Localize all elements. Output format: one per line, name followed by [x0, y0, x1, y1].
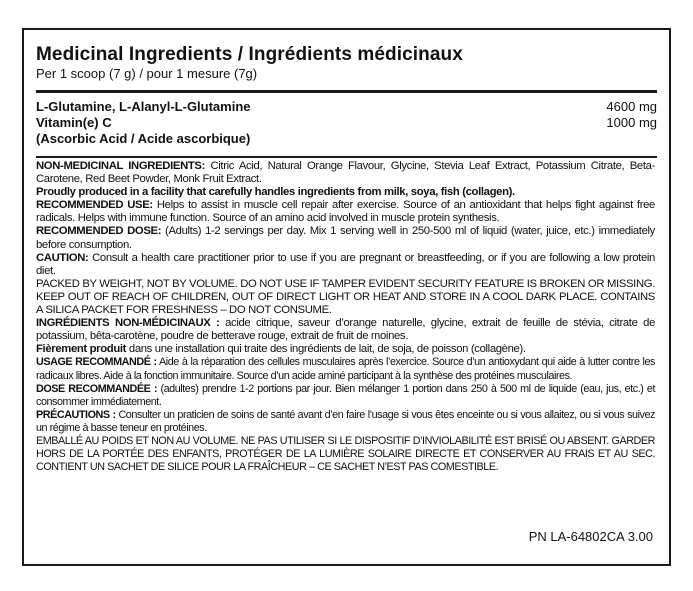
section-text: Citric Acid, Natural Orange Flavour, Glycine, Stevia Leaf Extract, Potassium Citrate, Beta-Carotene, Red Beet Powder, Monk Fruit Extract. — [36, 160, 656, 186]
label-title: Medicinal Ingredients / Ingrédients médicinaux — [36, 44, 463, 65]
non-medicinal-ingredients-en — [36, 160, 655, 186]
section-label: Proudly produced in a facility that carefully handles ingredients from milk, soya, fish (collagen). — [36, 186, 515, 199]
section-text: Consult a health care practitioner prior to use if you are pregnant or breastfeeding, or if you are following a low protein diet. — [36, 251, 655, 277]
section-text: (adultes) prendre 1-2 portions par jour. Bien mélanger 1 portion dans 250 à 500 ml de liquide (eau, jus, etc.) et consommer immédiatement. — [36, 382, 656, 408]
section-text: acide citrique, saveur d’orange naturelle, glycine, extrait de feuille de stévia, citrate de potassium, bêta-carotène, poudre de betterave rouge, extrait de fruit de moines. — [36, 317, 656, 343]
recommended-dose-fr — [36, 383, 655, 409]
caution-en — [36, 252, 655, 278]
section-text: Helps to assist in muscle cell repair after exercise. Source of an antioxidant that helps fight against free radicals. Helps with immune function. Source of an amino acid involved in muscle protein synthesis. — [36, 199, 655, 225]
product-number: PN LA-64802CA 3.00 — [528, 529, 653, 544]
allergen-statement-en — [36, 186, 655, 199]
non-medicinal-ingredients-fr — [36, 317, 655, 343]
section-text: dans une installation qui traite des ingrédients de lait, de soja, de poisson (collagène). — [126, 343, 526, 356]
section-label: INGRÉDIENTS NON-MÉDICINAUX : — [36, 317, 220, 330]
section-label: USAGE RECOMMANDÉ : — [36, 356, 157, 369]
ingredient-amount: 1000 mg — [606, 115, 657, 130]
divider-thick — [36, 90, 657, 93]
ingredient-row — [36, 99, 657, 115]
recommended-use-fr — [36, 356, 655, 382]
divider-thin — [36, 156, 657, 158]
section-label: PRÉCAUTIONS : — [36, 408, 116, 421]
label-body-text — [36, 160, 655, 474]
packing-statement-fr: EMBALLÉ AU POIDS ET NON AU VOLUME. NE PAS UTILISER SI LE DISPOSITIF D’INVIOLABILITÉ EST BRISÉ OU ABSENT. GARDER HORS DE LA PORTÉE DES ENFANTS, PROTÉGER DE LA LUMIÈRE SOLAIRE DIRECTE ET CONSERVER AU FRAIS ET AU SEC. CONTIENT UN SACHET DE SILICE POUR LA FRAÎCHEUR – CE SACHET N’EST PAS COMESTIBLE. — [36, 434, 655, 474]
ingredient-amount: 4600 mg — [606, 99, 657, 114]
section-label: CAUTION: — [36, 251, 89, 264]
medicinal-ingredients-list — [36, 99, 657, 147]
caution-fr — [36, 409, 655, 435]
packing-statement-en: PACKED BY WEIGHT, NOT BY VOLUME. DO NOT USE IF TAMPER EVIDENT SECURITY FEATURE IS BROKEN OR MISSING. KEEP OUT OF REACH OF CHILDREN, OUT OF DIRECT LIGHT OR HEAT AND STORE IN A COOL DARK PLACE. CONTAINS A SILICA PACKET FOR FRESHNESS – DO NOT CONSUME. — [36, 277, 655, 317]
recommended-dose-en — [36, 225, 655, 251]
section-label: RECOMMENDED USE: — [36, 199, 153, 212]
section-label: DOSE RECOMMANDÉE : — [36, 382, 157, 395]
ingredient-row — [36, 115, 657, 131]
ingredient-source: (Ascorbic Acid / Acide ascorbique) — [36, 131, 251, 146]
section-text: Aide à la réparation des cellules musculaires après l’exercice. Source d’un antioxydant qui aide à lutter contre les radicaux libres. Aide à la fonction immunitaire. Source d’un acide aminé participant à la synthèse des protéines musculaires. — [36, 356, 655, 382]
serving-size: Per 1 scoop (7 g) / pour 1 mesure (7g) — [36, 66, 258, 81]
allergen-statement-fr — [36, 343, 655, 356]
section-label: NON-MEDICINAL INGREDIENTS: — [36, 160, 206, 172]
section-label: Fièrement produit — [36, 343, 127, 356]
ingredient-name: L-Glutamine, L-Alanyl-L-Glutamine — [36, 99, 251, 114]
section-label: RECOMMENDED DOSE: — [36, 225, 162, 238]
label-header — [36, 44, 657, 82]
supplement-label-panel — [22, 28, 671, 566]
section-text: Consulter un praticien de soins de santé avant d’en faire l’usage si vous êtes enceinte ou si vous allaitez, ou si vous suivez un régime à basse teneur en protéines. — [36, 408, 655, 434]
section-text: (Adults) 1-2 servings per day. Mix 1 serving well in 250-500 ml of liquid (water, juice, etc.) immediately before consumption. — [36, 225, 655, 251]
ingredient-name: Vitamin(e) C — [36, 115, 112, 130]
recommended-use-en — [36, 199, 655, 225]
